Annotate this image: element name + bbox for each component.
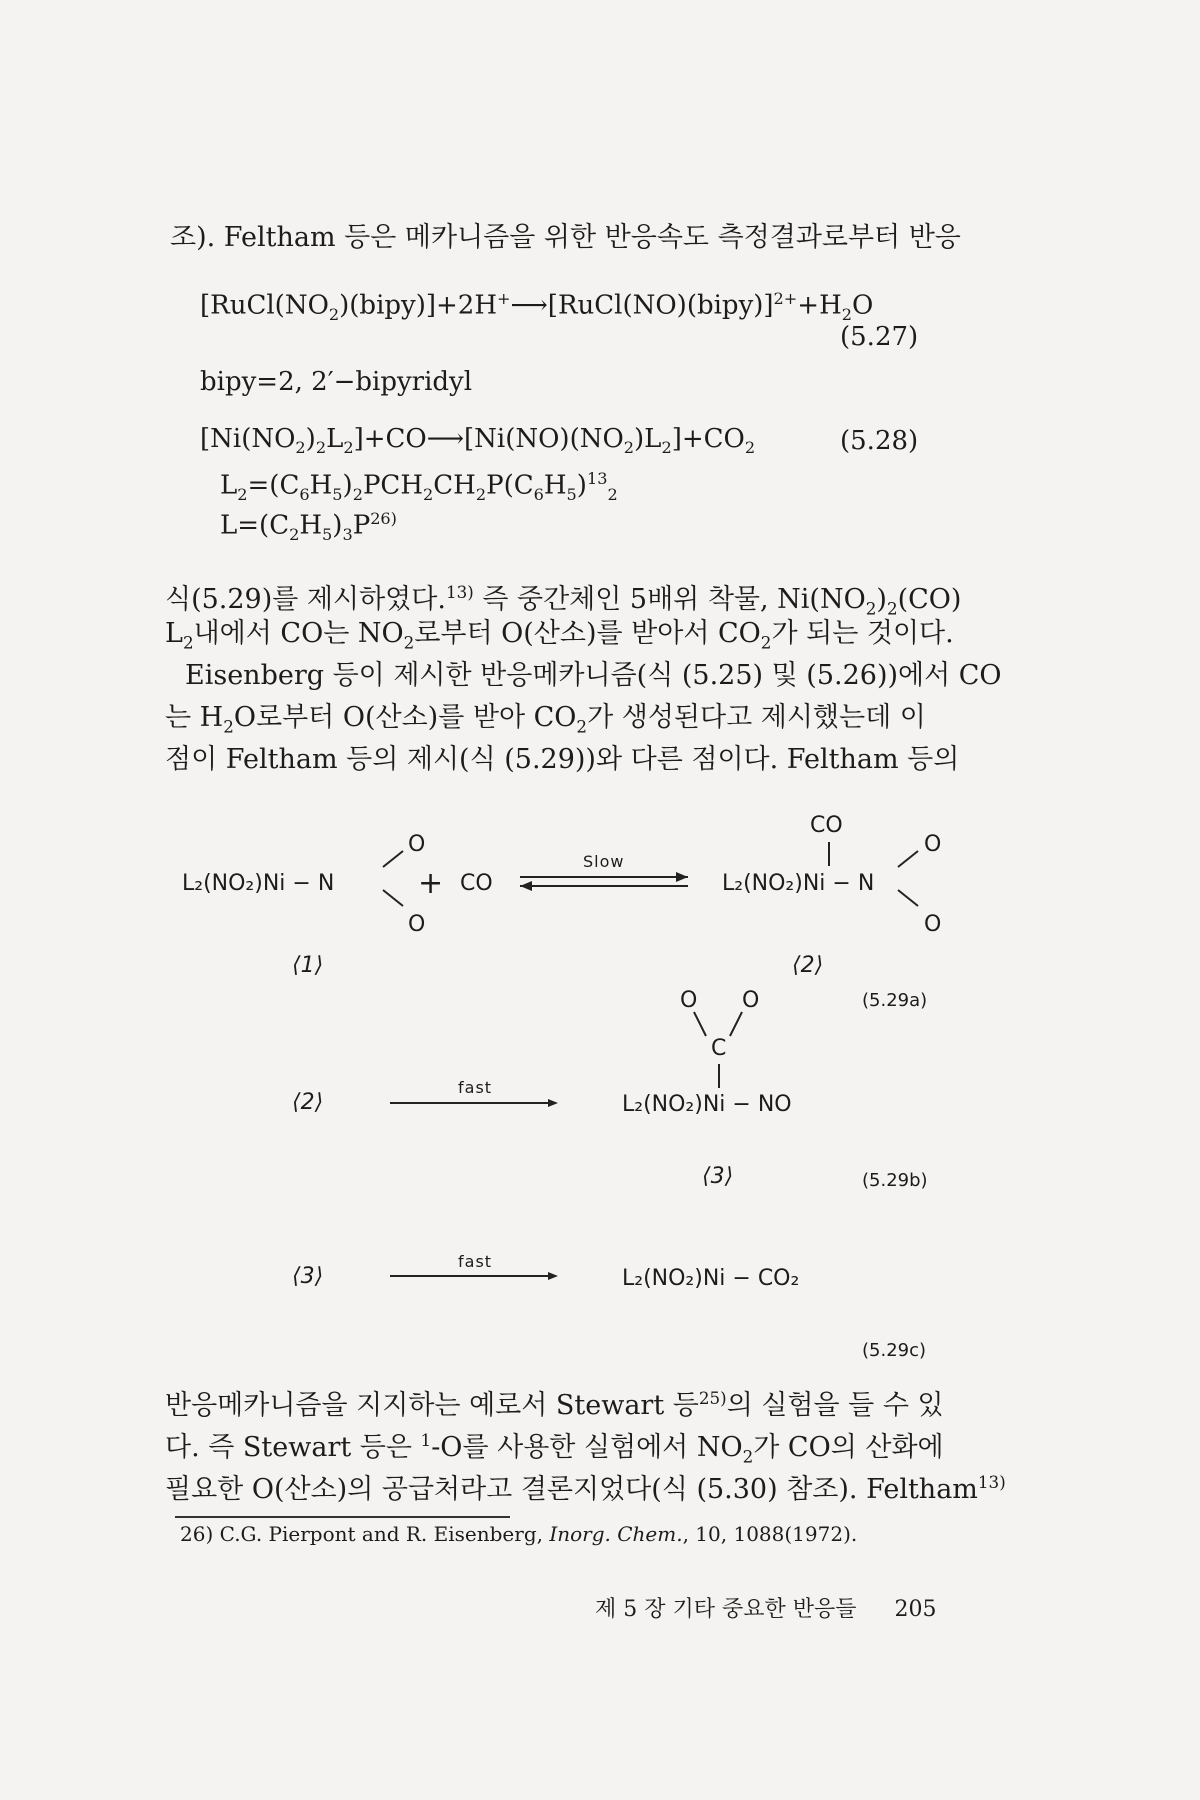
equation-5-27: $[RuCl(NO_2)(bipy)]+2H^+⟶[RuCl(NO)(bipy)]^{2+}+H_2O$ <box>200 289 874 324</box>
text: 조). Feltham 등은 메카니즘을 위한 반응속도 측정결과로부터 반응 <box>170 222 961 253</box>
l2-definition: $L_2=(C_6H_5)_2PCH_2CH_2P(C_6H_5)^{13}_2$ <box>220 469 618 504</box>
arrow-head <box>548 1272 558 1280</box>
carbonyl-ligand: CO <box>810 813 843 838</box>
reactant-1: L₂(NO₂)Ni − N <box>182 871 335 896</box>
equation-5-28: $[Ni(NO_2)_2L_2]+CO⟶[Ni(NO)(NO_2)L_2]+CO_2$ <box>200 424 756 458</box>
paragraph-line: 는 $H_2O$로부터 O(산소)를 받아 $CO_2$가 생성된다고 제시했는데 이 <box>165 702 926 737</box>
arrow-label-fast: fast <box>458 1078 493 1097</box>
footnote-rule <box>175 1516 510 1518</box>
page-number: 205 <box>894 1597 937 1622</box>
l-definition: $L=(C_2H_5)_3P^{26)}$ <box>220 509 397 544</box>
running-footer <box>595 1592 936 1623</box>
compound-label: ⟨2⟩ <box>792 953 824 978</box>
paragraph-line: 필요한 O(산소)의 공급처라고 결론지었다(식 (5.30) 참조). Feltham$^{13)}$ <box>165 1472 1006 1505</box>
footnote-26: 26) C.G. Pierpont and R. Eisenberg, Inorg. Chem., 10, 1088(1972). <box>180 1522 858 1546</box>
chapter-title: 제 5 장 기타 중요한 반응들 <box>595 1597 857 1622</box>
carbon-atom: C <box>711 1036 727 1061</box>
paragraph-line: Eisenberg 등이 제시한 반응메카니즘(식 (5.25) 및 (5.26))에서 CO <box>185 660 1002 691</box>
compound-label: ⟨2⟩ <box>292 1090 324 1115</box>
oxygen-atom: O <box>408 832 426 857</box>
oxygen-atom: O <box>924 832 942 857</box>
product-3: L₂(NO₂)Ni − NO <box>622 1092 792 1117</box>
oxygen-atom: O <box>924 912 942 937</box>
equation-number: (5.27) <box>840 322 919 352</box>
arrow-label-fast: fast <box>458 1252 493 1271</box>
bond-line <box>383 851 403 867</box>
oxygen-atom: O <box>408 912 426 937</box>
compound-label: ⟨1⟩ <box>292 953 324 978</box>
compound-label: ⟨3⟩ <box>702 1164 734 1189</box>
paragraph-line: 점이 Feltham 등의 제시(식 (5.29))와 다른 점이다. Feltham 등의 <box>165 744 960 775</box>
equation-number: (5.29c) <box>862 1340 927 1361</box>
equation-number: (5.28) <box>840 426 919 456</box>
bond-line <box>730 1012 742 1036</box>
final-product: L₂(NO₂)Ni − CO₂ <box>622 1266 800 1291</box>
paragraph-line: 식(5.29)를 제시하였다.$^{13)}$ 즉 중간체인 5배위 착물, $Ni(NO_2)_2(CO)$ <box>165 582 962 619</box>
paragraph-line: 반응메카니즘을 지지하는 예로서 Stewart 등$^{25)}$의 실험을 들 수 있 <box>165 1388 944 1421</box>
oxygen-atom: O <box>742 988 760 1013</box>
plus-sign: + <box>418 866 444 901</box>
arrow-head <box>548 1099 558 1107</box>
bond-line <box>694 1012 706 1036</box>
paragraph-line: $L_2$내에서 CO는 $NO_2$로부터 O(산소)를 받아서 $CO_2$가 되는 것이다. <box>165 618 954 653</box>
arrow-head <box>520 881 532 891</box>
bond-line <box>898 851 918 867</box>
equation-number: (5.29b) <box>862 1170 928 1191</box>
product-2: L₂(NO₂)Ni − N <box>722 871 875 896</box>
paragraph-line: 다. 즉 Stewart 등은 $^1$-O를 사용한 실험에서 $NO_2$가 CO의 산화에 <box>165 1430 944 1467</box>
arrow-head <box>676 872 688 882</box>
bond-line <box>383 890 403 906</box>
bond-line <box>898 890 918 906</box>
bipy-definition: bipy=2, 2′−bipyridyl <box>200 367 473 397</box>
equation-number: (5.29a) <box>862 990 928 1011</box>
compound-label: ⟨3⟩ <box>292 1264 324 1289</box>
oxygen-atom: O <box>680 988 698 1013</box>
arrow-label-slow: Slow <box>583 852 625 871</box>
carbon-monoxide: CO <box>460 871 493 896</box>
